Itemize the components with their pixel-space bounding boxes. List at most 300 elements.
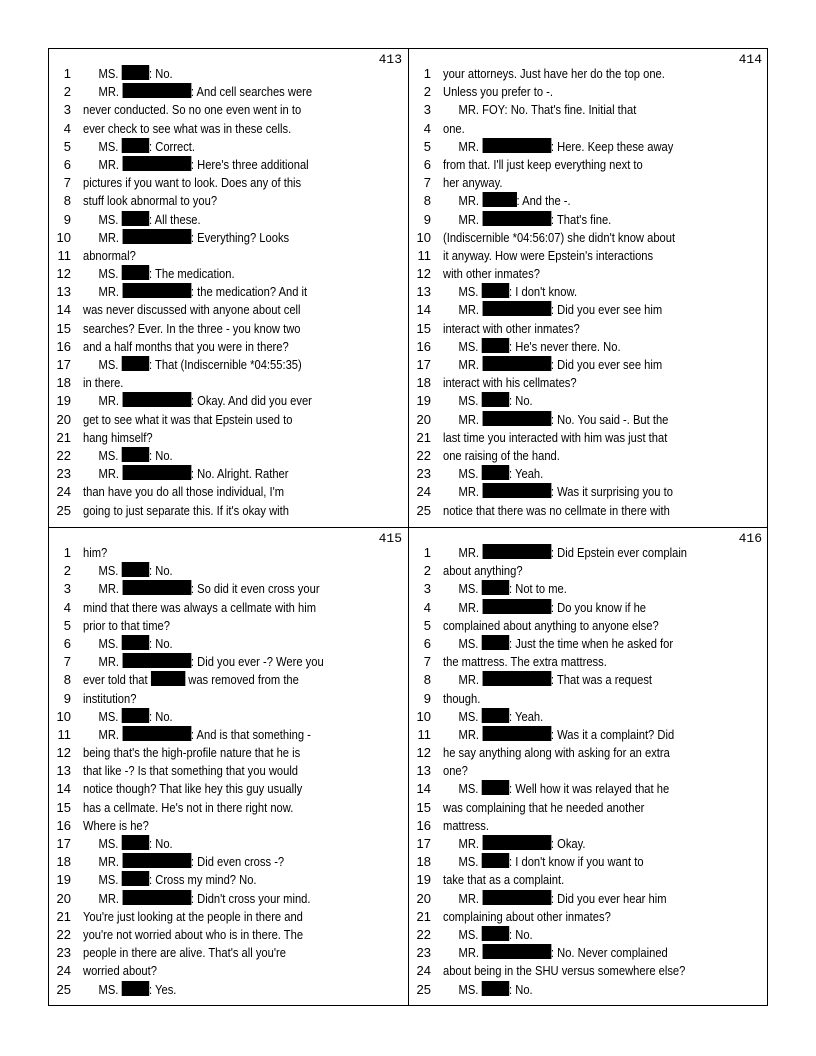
line-number: 11 bbox=[417, 726, 431, 742]
line-number: 15 bbox=[416, 320, 431, 336]
transcript-line bbox=[409, 580, 768, 598]
line-number: 7 bbox=[423, 654, 431, 670]
line-number: 3 bbox=[423, 102, 431, 118]
line-number: 5 bbox=[423, 617, 431, 633]
page-number: 416 bbox=[738, 531, 762, 546]
line-text bbox=[443, 962, 685, 980]
line-segment: MS. bbox=[443, 393, 482, 409]
line-number: 12 bbox=[56, 745, 71, 761]
line-text bbox=[443, 762, 468, 780]
line-segment: : Did you ever -? Were you bbox=[190, 654, 324, 670]
line-number: 25 bbox=[416, 981, 431, 997]
line-segment: : Yeah. bbox=[509, 708, 544, 724]
line-number: 18 bbox=[56, 854, 71, 870]
transcript-line bbox=[49, 853, 408, 871]
transcript-line bbox=[409, 671, 768, 689]
line-segment: notice though? That like hey this guy usually bbox=[83, 781, 303, 797]
line-number: 24 bbox=[416, 963, 431, 979]
transcript-line bbox=[49, 635, 408, 653]
line-text bbox=[443, 211, 611, 229]
line-text bbox=[83, 780, 302, 798]
line-text bbox=[443, 301, 662, 319]
redaction-block bbox=[122, 653, 191, 668]
line-text bbox=[83, 853, 284, 871]
line-segment: MS. bbox=[83, 211, 122, 227]
line-number: 11 bbox=[57, 726, 71, 742]
line-number: 23 bbox=[416, 466, 431, 482]
line-segment: institution? bbox=[83, 690, 137, 706]
line-number: 24 bbox=[56, 484, 71, 500]
transcript-line bbox=[409, 599, 768, 617]
line-segment: MS. bbox=[83, 872, 122, 888]
line-number: 19 bbox=[416, 393, 431, 409]
line-text bbox=[83, 120, 291, 138]
line-text bbox=[443, 320, 580, 338]
line-number: 4 bbox=[63, 599, 71, 615]
transcript-line bbox=[49, 338, 408, 356]
redaction-block bbox=[122, 211, 150, 226]
transcript-line bbox=[49, 890, 408, 908]
line-segment: people in there are alive. That's all you're bbox=[83, 945, 286, 961]
line-number: 15 bbox=[56, 320, 71, 336]
transcript-line bbox=[49, 799, 408, 817]
line-text bbox=[83, 101, 301, 119]
transcript-line bbox=[409, 211, 768, 229]
redaction-block bbox=[151, 671, 185, 686]
line-number: 20 bbox=[416, 890, 431, 906]
transcript-line bbox=[49, 138, 408, 156]
line-segment: her anyway. bbox=[443, 175, 503, 191]
line-number: 10 bbox=[416, 229, 431, 245]
line-number: 10 bbox=[416, 708, 431, 724]
transcript-line bbox=[409, 447, 768, 465]
line-number: 8 bbox=[423, 672, 431, 688]
transcript-line bbox=[49, 65, 408, 83]
transcript-line bbox=[409, 138, 768, 156]
line-segment: was removed from the bbox=[185, 672, 299, 688]
line-text bbox=[443, 338, 621, 356]
redaction-block bbox=[122, 853, 191, 868]
line-segment: : Did Epstein ever complain bbox=[550, 545, 688, 560]
line-segment: complained about anything to anyone else? bbox=[443, 617, 659, 633]
redaction-block bbox=[122, 835, 150, 850]
line-number: 6 bbox=[63, 635, 71, 651]
line-number: 11 bbox=[57, 247, 71, 263]
line-number: 9 bbox=[423, 690, 431, 706]
line-text bbox=[83, 981, 176, 999]
line-number: 12 bbox=[416, 266, 431, 282]
line-text bbox=[83, 320, 301, 338]
line-segment: : The medication. bbox=[149, 266, 235, 282]
line-segment: : That was a request bbox=[550, 672, 653, 688]
line-number: 22 bbox=[56, 447, 71, 463]
line-text bbox=[83, 174, 301, 192]
line-segment: MS. bbox=[83, 836, 122, 851]
transcript-line bbox=[409, 708, 768, 726]
transcript-line bbox=[49, 653, 408, 671]
line-segment: (Indiscernible *04:56:07) she didn't know about bbox=[443, 229, 676, 245]
line-segment: MR. bbox=[83, 284, 123, 300]
line-segment: MS. bbox=[443, 708, 482, 724]
redaction-block bbox=[122, 283, 191, 298]
line-segment: : No. Never complained bbox=[550, 945, 668, 961]
line-number: 7 bbox=[63, 654, 71, 670]
line-segment: MR. bbox=[83, 890, 123, 906]
line-segment: MR. bbox=[443, 211, 483, 227]
line-segment: complaining about other inmates? bbox=[443, 908, 611, 924]
line-segment: worried about? bbox=[83, 963, 157, 979]
line-text bbox=[443, 690, 480, 708]
line-number: 1 bbox=[63, 66, 71, 81]
transcript-line bbox=[49, 483, 408, 501]
line-number: 6 bbox=[423, 156, 431, 172]
line-text bbox=[83, 690, 136, 708]
transcript-line bbox=[409, 429, 768, 447]
redaction-block bbox=[122, 447, 150, 462]
line-text bbox=[443, 192, 571, 210]
line-segment: and a half months that you were in there? bbox=[83, 338, 289, 354]
line-number: 11 bbox=[417, 247, 431, 263]
line-segment: : No. You said -. But the bbox=[550, 411, 669, 427]
line-number: 23 bbox=[416, 945, 431, 961]
line-segment: was complaining that he needed another bbox=[443, 799, 645, 815]
line-number: 3 bbox=[63, 102, 71, 118]
line-number: 12 bbox=[416, 745, 431, 761]
line-text bbox=[83, 726, 311, 744]
line-text bbox=[443, 671, 652, 689]
line-segment: with other inmates? bbox=[443, 266, 540, 282]
line-number: 20 bbox=[56, 411, 71, 427]
line-segment: : No. bbox=[149, 447, 173, 463]
transcript-line bbox=[49, 671, 408, 689]
transcript-line bbox=[409, 283, 768, 301]
line-text bbox=[443, 708, 543, 726]
line-segment: stuff look abnormal to you? bbox=[83, 193, 218, 209]
line-number: 3 bbox=[423, 581, 431, 597]
line-text bbox=[83, 156, 309, 174]
line-segment: : No. bbox=[509, 981, 533, 997]
line-text bbox=[443, 356, 662, 374]
redaction-block bbox=[482, 301, 551, 316]
transcript-line bbox=[49, 908, 408, 926]
transcript-line bbox=[409, 502, 768, 520]
transcript-line bbox=[409, 120, 768, 138]
line-number: 17 bbox=[416, 836, 431, 851]
line-segment: in there. bbox=[83, 375, 124, 391]
line-segment: : Cross my mind? No. bbox=[149, 872, 257, 888]
transcript-line bbox=[49, 544, 408, 562]
line-number: 3 bbox=[63, 581, 71, 597]
line-text bbox=[443, 635, 673, 653]
redaction-block bbox=[122, 890, 191, 905]
line-number: 8 bbox=[423, 193, 431, 209]
transcript-line bbox=[49, 726, 408, 744]
line-text bbox=[83, 229, 289, 247]
line-text bbox=[443, 599, 646, 617]
line-number: 15 bbox=[416, 799, 431, 815]
line-segment: your attorneys. Just have her do the top one. bbox=[443, 66, 665, 81]
transcript-line bbox=[409, 356, 768, 374]
line-segment: : Did you ever see him bbox=[550, 302, 663, 318]
line-text bbox=[83, 338, 289, 356]
line-segment: MR. bbox=[83, 393, 123, 409]
transcript-line bbox=[409, 562, 768, 580]
transcript-line bbox=[49, 871, 408, 889]
line-segment: that like -? Is that something that you would bbox=[83, 763, 299, 779]
line-text bbox=[443, 447, 560, 465]
line-text bbox=[83, 483, 284, 501]
line-text bbox=[443, 174, 502, 192]
line-segment: : Yeah. bbox=[509, 466, 544, 482]
line-text bbox=[83, 890, 310, 908]
line-segment: : Okay. bbox=[550, 836, 586, 851]
line-number: 13 bbox=[416, 763, 431, 779]
line-segment: : Did you ever hear him bbox=[550, 890, 667, 906]
line-segment: about anything? bbox=[443, 563, 523, 579]
line-segment: : Well how it was relayed that he bbox=[509, 781, 670, 797]
line-segment: MR. bbox=[83, 156, 123, 172]
redaction-block bbox=[482, 944, 551, 959]
line-text bbox=[83, 211, 201, 229]
transcript-line bbox=[409, 465, 768, 483]
line-text bbox=[443, 744, 670, 762]
transcript-line bbox=[409, 926, 768, 944]
line-segment: about being in the SHU versus somewhere else? bbox=[443, 963, 686, 979]
line-segment: : Didn't cross your mind. bbox=[190, 890, 311, 906]
line-text bbox=[83, 138, 195, 156]
line-number: 13 bbox=[416, 284, 431, 300]
line-number: 19 bbox=[56, 872, 71, 888]
line-text bbox=[443, 780, 669, 798]
line-number: 18 bbox=[416, 375, 431, 391]
redaction-block bbox=[122, 138, 150, 153]
redaction-block bbox=[482, 671, 551, 686]
line-segment: : No. bbox=[149, 635, 173, 651]
line-number: 24 bbox=[416, 484, 431, 500]
line-segment: MR. bbox=[443, 193, 483, 209]
transcript-line bbox=[409, 744, 768, 762]
redaction-block bbox=[482, 411, 551, 426]
transcript-line bbox=[49, 447, 408, 465]
line-text bbox=[443, 908, 611, 926]
redaction-block bbox=[482, 338, 510, 353]
line-segment: mattress. bbox=[443, 817, 489, 833]
page-number: 413 bbox=[378, 52, 402, 67]
redaction-block bbox=[482, 465, 510, 480]
line-segment: from that. I'll just keep everything next to bbox=[443, 156, 643, 172]
line-segment: MR. bbox=[443, 357, 483, 372]
line-segment: MS. bbox=[83, 635, 122, 651]
transcript-line bbox=[409, 247, 768, 265]
line-text bbox=[83, 283, 307, 301]
line-segment: : the medication? And it bbox=[190, 284, 308, 300]
line-text bbox=[83, 411, 292, 429]
transcript-line bbox=[49, 429, 408, 447]
redaction-block bbox=[482, 356, 551, 371]
line-number: 16 bbox=[56, 338, 71, 354]
line-segment: MS. bbox=[443, 635, 482, 651]
line-text bbox=[83, 247, 136, 265]
line-number: 13 bbox=[56, 763, 71, 779]
line-text bbox=[83, 926, 303, 944]
page-number: 414 bbox=[738, 52, 762, 67]
redaction-block bbox=[482, 981, 510, 996]
line-text bbox=[83, 908, 303, 926]
line-segment: ever told that bbox=[83, 672, 151, 688]
line-segment: the mattress. The extra mattress. bbox=[443, 654, 607, 670]
line-number: 18 bbox=[56, 375, 71, 391]
transcript-line bbox=[409, 799, 768, 817]
transcript-line bbox=[409, 65, 768, 83]
line-text bbox=[443, 562, 523, 580]
line-number: 14 bbox=[56, 781, 71, 797]
line-text bbox=[83, 265, 235, 283]
line-segment: MR. FOY: No. That's fine. Initial that bbox=[443, 102, 637, 118]
line-segment: : No. bbox=[149, 563, 173, 579]
line-number: 5 bbox=[423, 138, 431, 154]
line-text bbox=[83, 65, 173, 83]
line-segment: you're not worried about who is in there. The bbox=[83, 926, 304, 942]
transcript-line bbox=[49, 465, 408, 483]
line-number: 22 bbox=[416, 447, 431, 463]
line-number: 16 bbox=[56, 817, 71, 833]
line-text bbox=[443, 502, 670, 520]
line-number: 20 bbox=[416, 411, 431, 427]
line-number: 4 bbox=[423, 120, 431, 136]
line-text bbox=[83, 301, 301, 319]
line-segment: MR. bbox=[83, 654, 123, 670]
redaction-block bbox=[122, 65, 150, 80]
transcript-line bbox=[49, 283, 408, 301]
line-text bbox=[443, 817, 489, 835]
line-number: 25 bbox=[416, 502, 431, 518]
line-segment: : I don't know. bbox=[509, 284, 578, 300]
redaction-block bbox=[122, 392, 191, 407]
line-text bbox=[83, 502, 289, 520]
transcript-line bbox=[49, 944, 408, 962]
page-number: 415 bbox=[378, 531, 402, 546]
redaction-block bbox=[482, 780, 510, 795]
line-number: 23 bbox=[56, 945, 71, 961]
line-text bbox=[83, 192, 217, 210]
line-segment: Where is he? bbox=[83, 817, 149, 833]
line-text bbox=[83, 374, 123, 392]
line-number: 19 bbox=[56, 393, 71, 409]
transcript-line bbox=[409, 174, 768, 192]
line-text bbox=[443, 392, 533, 410]
transcript-line bbox=[49, 374, 408, 392]
transcript-line bbox=[49, 392, 408, 410]
redaction-block bbox=[122, 871, 150, 886]
transcript-line bbox=[49, 744, 408, 762]
redaction-block bbox=[482, 835, 551, 850]
line-segment: MS. bbox=[83, 357, 122, 372]
line-number: 14 bbox=[56, 302, 71, 318]
line-segment: being that's the high-profile nature that he is bbox=[83, 745, 301, 761]
transcript-line bbox=[49, 780, 408, 798]
line-number: 21 bbox=[56, 908, 71, 924]
line-segment: MR. bbox=[443, 890, 483, 906]
line-segment: : And cell searches were bbox=[190, 84, 313, 100]
transcript-line bbox=[49, 411, 408, 429]
line-number: 9 bbox=[63, 690, 71, 706]
line-segment: Unless you prefer to -. bbox=[443, 84, 553, 100]
line-number: 16 bbox=[416, 338, 431, 354]
line-segment: was never discussed with anyone about cell bbox=[83, 302, 301, 318]
line-segment: MS. bbox=[83, 447, 122, 463]
line-list bbox=[49, 544, 408, 999]
line-text bbox=[83, 835, 173, 853]
line-number: 5 bbox=[63, 617, 71, 633]
transcript-line bbox=[409, 853, 768, 871]
line-segment: : No. bbox=[509, 393, 533, 409]
transcript-page bbox=[49, 49, 408, 527]
transcript-line bbox=[409, 338, 768, 356]
transcript-line bbox=[49, 708, 408, 726]
line-number: 2 bbox=[423, 84, 431, 100]
line-number: 2 bbox=[63, 563, 71, 579]
redaction-block bbox=[482, 599, 551, 614]
transcript-line bbox=[409, 690, 768, 708]
line-segment: take that as a complaint. bbox=[443, 872, 565, 888]
line-text bbox=[443, 120, 465, 138]
line-number: 21 bbox=[416, 908, 431, 924]
transcript-line bbox=[409, 101, 768, 119]
line-text bbox=[443, 283, 577, 301]
line-number: 9 bbox=[423, 211, 431, 227]
line-segment: MR. bbox=[83, 581, 123, 597]
redaction-block bbox=[482, 890, 551, 905]
transcript-line bbox=[409, 617, 768, 635]
line-segment: MS. bbox=[443, 466, 482, 482]
line-segment: MR. bbox=[443, 411, 483, 427]
transcript-line bbox=[409, 156, 768, 174]
line-segment: MS. bbox=[443, 926, 482, 942]
line-segment: last time you interacted with him was just that bbox=[443, 429, 668, 445]
line-text bbox=[83, 944, 286, 962]
transcript-line bbox=[409, 265, 768, 283]
transcript-line bbox=[409, 653, 768, 671]
line-segment: MR. bbox=[83, 229, 123, 245]
redaction-block bbox=[482, 192, 516, 207]
transcript-line bbox=[49, 599, 408, 617]
line-segment: than have you do all those individual, I'm bbox=[83, 484, 285, 500]
redaction-block bbox=[122, 229, 191, 244]
line-text bbox=[443, 853, 644, 871]
redaction-block bbox=[482, 580, 510, 595]
line-segment: : Was it surprising you to bbox=[550, 484, 673, 500]
transcript-line bbox=[409, 817, 768, 835]
transcript-line bbox=[409, 835, 768, 853]
line-segment: MR. bbox=[443, 945, 483, 961]
transcript-line bbox=[409, 411, 768, 429]
transcript-line bbox=[49, 562, 408, 580]
line-text bbox=[83, 599, 316, 617]
line-number: 6 bbox=[423, 635, 431, 651]
line-segment: MR. bbox=[443, 672, 483, 688]
line-text bbox=[443, 265, 540, 283]
line-segment: never conducted. So no one even went in to bbox=[83, 102, 302, 118]
transcript-line bbox=[409, 320, 768, 338]
line-segment: MR. bbox=[83, 854, 123, 870]
transcript-line bbox=[49, 174, 408, 192]
line-segment: pictures if you want to look. Does any of this bbox=[83, 175, 302, 191]
line-segment: get to see what it was that Epstein used to bbox=[83, 411, 293, 427]
line-text bbox=[443, 229, 675, 247]
line-segment: one? bbox=[443, 763, 468, 779]
transcript-line bbox=[49, 817, 408, 835]
transcript-line bbox=[409, 981, 768, 999]
